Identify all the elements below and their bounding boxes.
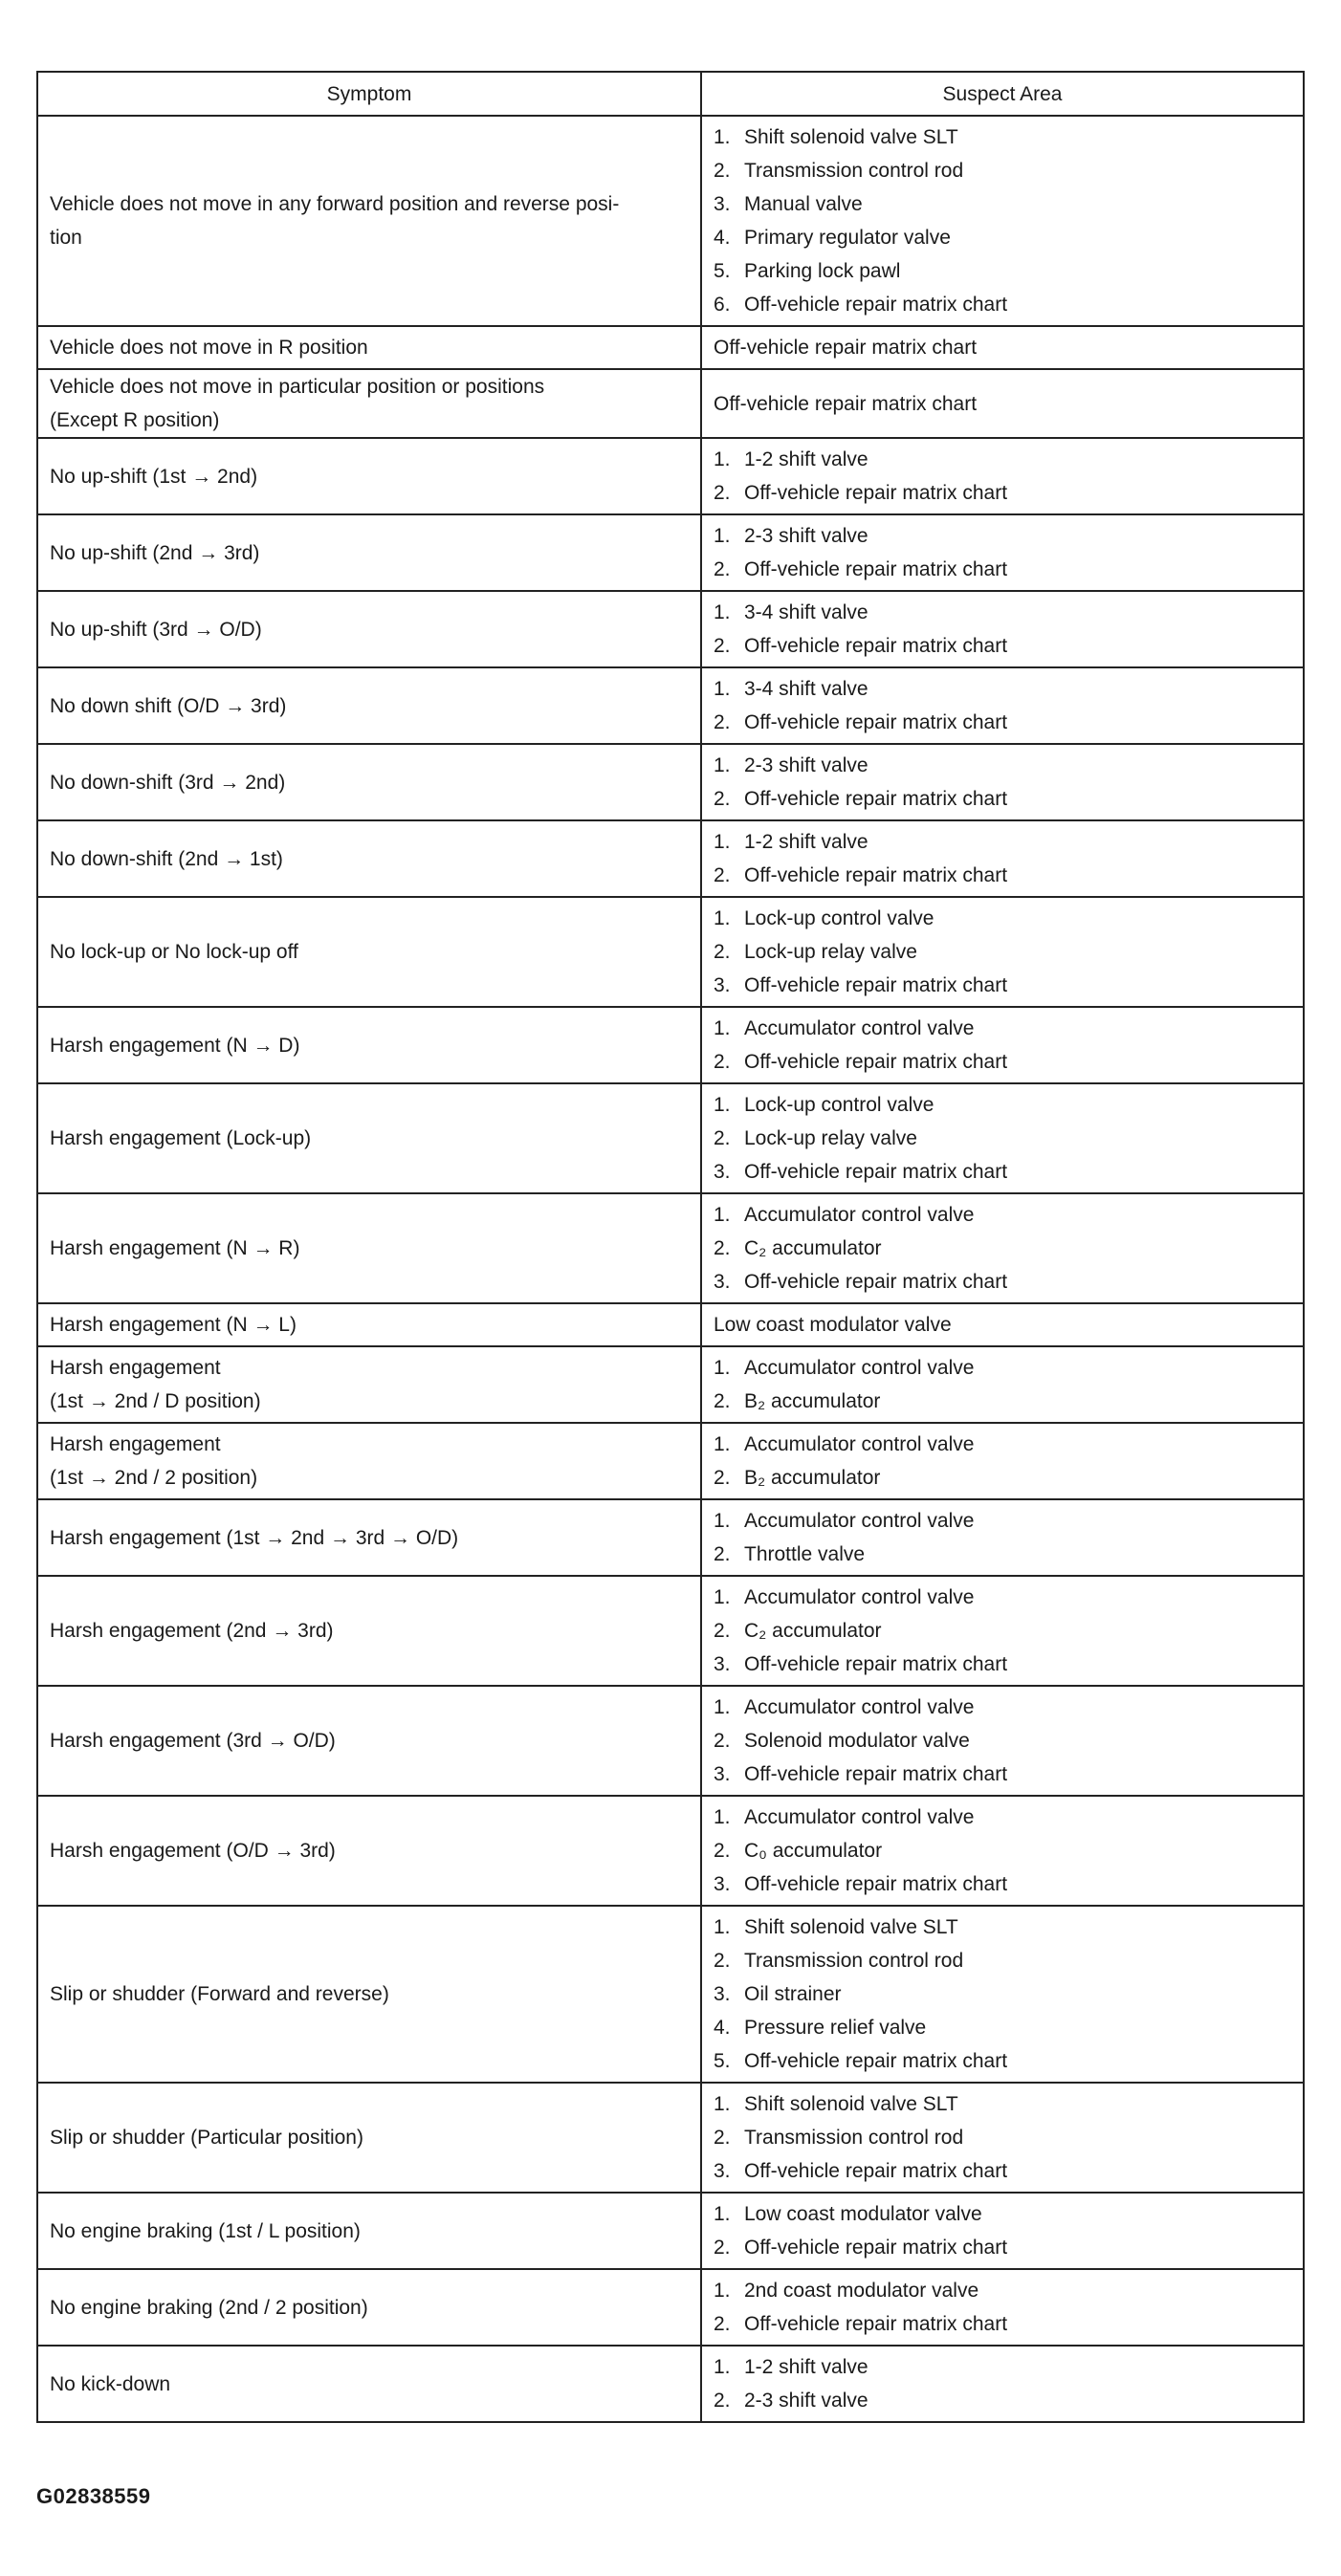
item-number: 3. xyxy=(714,1161,731,1183)
suspect-item-text: C₂ accumulator xyxy=(744,1237,882,1259)
suspect-area-cell xyxy=(701,1576,1304,1686)
symptom-text: Harsh engagement (N → L) xyxy=(50,1314,297,1336)
suspect-item xyxy=(714,749,1293,782)
suspect-area-cell xyxy=(701,1423,1304,1499)
suspect-area-cell xyxy=(701,1083,1304,1193)
item-number: 1. xyxy=(714,601,731,623)
suspect-item xyxy=(714,1910,1293,1944)
item-number: 1. xyxy=(714,1806,731,1828)
item-number: 1. xyxy=(714,1433,731,1455)
suspect-item xyxy=(714,2154,1293,2188)
suspect-item xyxy=(714,1385,1293,1418)
suspect-item xyxy=(714,2044,1293,2078)
suspect-item xyxy=(714,2011,1293,2044)
header-symptom: Symptom xyxy=(37,72,701,116)
table-row xyxy=(37,1906,1304,2083)
suspect-item xyxy=(714,1581,1293,1614)
suspect-item-text: 2nd coast modulator valve xyxy=(744,2280,979,2302)
suspect-item xyxy=(714,387,1293,421)
suspect-area-cell xyxy=(701,1499,1304,1576)
suspect-item xyxy=(714,1232,1293,1265)
symptom-text: Harsh engagement (2nd → 3rd) xyxy=(50,1620,334,1642)
item-number: 1. xyxy=(714,1204,731,1226)
symptom-text: No up-shift (3rd → O/D) xyxy=(50,618,262,641)
symptom-cell xyxy=(37,369,701,438)
symptom-text: Harsh engagement (N → R) xyxy=(50,1237,300,1259)
suspect-item-text: Off-vehicle repair matrix chart xyxy=(714,392,978,415)
table-body xyxy=(37,116,1304,2422)
suspect-item-text: Lock-up control valve xyxy=(744,1094,934,1116)
suspect-area-cell xyxy=(701,744,1304,820)
suspect-item xyxy=(714,596,1293,629)
symptom-text: Slip or shudder (Forward and reverse) xyxy=(50,1983,389,2005)
suspect-item-text: Off-vehicle repair matrix chart xyxy=(744,2237,1008,2259)
symptom-text: Vehicle does not move in any forward position and reverse posi- xyxy=(50,193,620,215)
suspect-item xyxy=(714,1351,1293,1385)
suspect-item xyxy=(714,935,1293,969)
symptom-cell xyxy=(37,514,701,591)
suspect-item xyxy=(714,1614,1293,1648)
suspect-area-cell xyxy=(701,1193,1304,1303)
suspect-item-text: Accumulator control valve xyxy=(744,1806,975,1828)
suspect-item xyxy=(714,154,1293,187)
suspect-item xyxy=(714,1691,1293,1724)
suspect-item-text: Shift solenoid valve SLT xyxy=(744,1916,958,1938)
suspect-item-text: Off-vehicle repair matrix chart xyxy=(744,1161,1008,1183)
item-number: 1. xyxy=(714,1017,731,1039)
item-number: 6. xyxy=(714,294,731,316)
suspect-item-text: B₂ accumulator xyxy=(744,1467,881,1489)
suspect-item-text: Primary regulator valve xyxy=(744,227,951,249)
suspect-item xyxy=(714,2231,1293,2264)
suspect-item-text: Off-vehicle repair matrix chart xyxy=(744,864,1008,886)
suspect-item xyxy=(714,1757,1293,1791)
symptom-text: Harsh engagement xyxy=(50,1433,221,1455)
item-number: 3. xyxy=(714,1763,731,1785)
suspect-area-cell xyxy=(701,2083,1304,2193)
table-row xyxy=(37,1083,1304,1193)
suspect-item-text: Accumulator control valve xyxy=(744,1357,975,1379)
suspect-item xyxy=(714,859,1293,892)
suspect-item-text: 3-4 shift valve xyxy=(744,678,868,700)
item-number: 2. xyxy=(714,1237,731,1259)
item-number: 2. xyxy=(714,1543,731,1565)
symptom-text: Harsh engagement (1st → 2nd → 3rd → O/D) xyxy=(50,1526,459,1549)
symptom-text: (1st → 2nd / 2 position) xyxy=(50,1467,258,1489)
symptom-text: Harsh engagement (O/D → 3rd) xyxy=(50,1840,336,1862)
suspect-item xyxy=(714,1867,1293,1901)
suspect-area-cell xyxy=(701,1796,1304,1906)
table-row xyxy=(37,1499,1304,1576)
suspect-item xyxy=(714,553,1293,586)
suspect-area-cell xyxy=(701,1346,1304,1423)
table-row xyxy=(37,2193,1304,2269)
figure-id: G02838559 xyxy=(36,2484,151,2508)
item-number: 2. xyxy=(714,711,731,733)
suspect-item-text: 2-3 shift valve xyxy=(744,2390,868,2412)
item-number: 3. xyxy=(714,1873,731,1895)
symptom-cell xyxy=(37,897,701,1007)
symptom-cell xyxy=(37,116,701,326)
suspect-item-text: Lock-up relay valve xyxy=(744,941,917,963)
item-number: 2. xyxy=(714,558,731,580)
table-row xyxy=(37,591,1304,667)
item-number: 1. xyxy=(714,907,731,929)
item-number: 1. xyxy=(714,126,731,148)
suspect-area-cell xyxy=(701,1303,1304,1346)
suspect-item-text: Accumulator control valve xyxy=(744,1017,975,1039)
suspect-item xyxy=(714,706,1293,739)
item-number: 2. xyxy=(714,1620,731,1642)
suspect-item-text: B₂ accumulator xyxy=(744,1390,881,1412)
suspect-item xyxy=(714,1977,1293,2011)
symptom-cell xyxy=(37,1796,701,1906)
symptom-text: Harsh engagement (3rd → O/D) xyxy=(50,1730,336,1752)
suspect-item xyxy=(714,1834,1293,1867)
suspect-item xyxy=(714,288,1293,321)
item-number: 2. xyxy=(714,635,731,657)
symptom-text: Vehicle does not move in particular position or positions xyxy=(50,376,545,398)
item-number: 1. xyxy=(714,2280,731,2302)
suspect-item xyxy=(714,969,1293,1002)
suspect-item xyxy=(714,902,1293,935)
symptom-cell xyxy=(37,1193,701,1303)
suspect-item-text: Off-vehicle repair matrix chart xyxy=(744,558,1008,580)
symptom-cell xyxy=(37,1303,701,1346)
suspect-item xyxy=(714,1944,1293,1977)
symptom-cell xyxy=(37,1499,701,1576)
suspect-item xyxy=(714,1155,1293,1189)
suspect-item-text: 2-3 shift valve xyxy=(744,754,868,776)
item-number: 1. xyxy=(714,1916,731,1938)
suspect-item-text: Shift solenoid valve SLT xyxy=(744,126,958,148)
suspect-item-text: Shift solenoid valve SLT xyxy=(744,2093,958,2115)
table-row xyxy=(37,1193,1304,1303)
suspect-item-text: Off-vehicle repair matrix chart xyxy=(744,294,1008,316)
suspect-area-cell xyxy=(701,514,1304,591)
table-row xyxy=(37,820,1304,897)
table-row xyxy=(37,897,1304,1007)
suspect-item-text: Off-vehicle repair matrix chart xyxy=(744,2313,1008,2335)
item-number: 3. xyxy=(714,1653,731,1675)
suspect-item xyxy=(714,2384,1293,2417)
suspect-item-text: Lock-up control valve xyxy=(744,907,934,929)
item-number: 2. xyxy=(714,2127,731,2149)
item-number: 1. xyxy=(714,1357,731,1379)
suspect-item xyxy=(714,825,1293,859)
item-number: 5. xyxy=(714,2050,731,2072)
suspect-item-text: Off-vehicle repair matrix chart xyxy=(744,1653,1008,1675)
suspect-item xyxy=(714,1265,1293,1299)
item-number: 3. xyxy=(714,2160,731,2182)
suspect-item-text: Transmission control rod xyxy=(744,1950,964,1972)
suspect-item xyxy=(714,2087,1293,2121)
suspect-item-text: C₂ accumulator xyxy=(744,1620,882,1642)
item-number: 1. xyxy=(714,2203,731,2225)
suspect-item-text: Parking lock pawl xyxy=(744,260,901,282)
item-number: 1. xyxy=(714,1510,731,1532)
item-number: 1. xyxy=(714,1696,731,1718)
suspect-item xyxy=(714,1198,1293,1232)
suspect-item-text: 1-2 shift valve xyxy=(744,2356,868,2378)
symptom-table xyxy=(36,71,1305,2423)
table-row xyxy=(37,1007,1304,1083)
suspect-item-text: Pressure relief valve xyxy=(744,2017,927,2039)
suspect-item xyxy=(714,1088,1293,1122)
suspect-item xyxy=(714,443,1293,476)
symptom-cell xyxy=(37,1576,701,1686)
symptom-cell xyxy=(37,2269,701,2346)
suspect-item xyxy=(714,221,1293,254)
symptom-cell xyxy=(37,2193,701,2269)
suspect-item-text: Manual valve xyxy=(744,193,863,215)
suspect-item-text: Off-vehicle repair matrix chart xyxy=(744,1051,1008,1073)
item-number: 2. xyxy=(714,2390,731,2412)
table-row xyxy=(37,1796,1304,1906)
symptom-cell xyxy=(37,591,701,667)
suspect-area-cell xyxy=(701,897,1304,1007)
suspect-area-cell xyxy=(701,116,1304,326)
suspect-item-text: Off-vehicle repair matrix chart xyxy=(744,2160,1008,2182)
suspect-item-text: Off-vehicle repair matrix chart xyxy=(744,788,1008,810)
item-number: 1. xyxy=(714,2356,731,2378)
symptom-cell xyxy=(37,326,701,369)
item-number: 2. xyxy=(714,941,731,963)
table-row xyxy=(37,2346,1304,2422)
item-number: 3. xyxy=(714,974,731,996)
table-row xyxy=(37,2269,1304,2346)
item-number: 2. xyxy=(714,1127,731,1149)
suspect-item-text: Accumulator control valve xyxy=(744,1510,975,1532)
item-number: 2. xyxy=(714,1467,731,1489)
suspect-item-text: Accumulator control valve xyxy=(744,1586,975,1608)
suspect-item xyxy=(714,254,1293,288)
suspect-item-text: Off-vehicle repair matrix chart xyxy=(744,711,1008,733)
symptom-cell xyxy=(37,1083,701,1193)
suspect-item xyxy=(714,1504,1293,1538)
suspect-item xyxy=(714,2121,1293,2154)
item-number: 2. xyxy=(714,864,731,886)
table-row xyxy=(37,369,1304,438)
suspect-item xyxy=(714,782,1293,816)
suspect-item-text: 3-4 shift valve xyxy=(744,601,868,623)
suspect-area-cell xyxy=(701,2193,1304,2269)
suspect-area-cell xyxy=(701,2346,1304,2422)
table-row xyxy=(37,1303,1304,1346)
item-number: 2. xyxy=(714,2313,731,2335)
suspect-item xyxy=(714,629,1293,663)
suspect-item-text: Off-vehicle repair matrix chart xyxy=(744,974,1008,996)
symptom-text: No down-shift (3rd → 2nd) xyxy=(50,771,286,794)
suspect-item xyxy=(714,1012,1293,1045)
diagnosis-document xyxy=(36,71,1303,2423)
table-header-row xyxy=(37,72,1304,116)
suspect-item xyxy=(714,2274,1293,2307)
suspect-item-text: Off-vehicle repair matrix chart xyxy=(744,482,1008,504)
symptom-cell xyxy=(37,2083,701,2193)
item-number: 5. xyxy=(714,260,731,282)
item-number: 2. xyxy=(714,1051,731,1073)
suspect-item-text: Low coast modulator valve xyxy=(744,2203,982,2225)
suspect-item-text: Accumulator control valve xyxy=(744,1696,975,1718)
item-number: 3. xyxy=(714,1271,731,1293)
suspect-item-text: 1-2 shift valve xyxy=(744,448,868,470)
symptom-text: No kick-down xyxy=(50,2372,171,2395)
suspect-area-cell xyxy=(701,667,1304,744)
symptom-cell xyxy=(37,2346,701,2422)
suspect-item-text: Off-vehicle repair matrix chart xyxy=(714,337,978,359)
symptom-cell xyxy=(37,667,701,744)
suspect-item xyxy=(714,1538,1293,1571)
symptom-text: No down shift (O/D → 3rd) xyxy=(50,694,287,717)
item-number: 4. xyxy=(714,227,731,249)
symptom-text: Harsh engagement (Lock-up) xyxy=(50,1127,312,1149)
item-number: 1. xyxy=(714,1094,731,1116)
suspect-item xyxy=(714,672,1293,706)
suspect-item-text: C₀ accumulator xyxy=(744,1840,883,1862)
symptom-cell xyxy=(37,1346,701,1423)
item-number: 2. xyxy=(714,482,731,504)
symptom-text: No up-shift (2nd → 3rd) xyxy=(50,541,260,564)
item-number: 1. xyxy=(714,754,731,776)
suspect-item xyxy=(714,1045,1293,1079)
table-row xyxy=(37,1423,1304,1499)
table-row xyxy=(37,438,1304,514)
suspect-item-text: Off-vehicle repair matrix chart xyxy=(744,2050,1008,2072)
symptom-cell xyxy=(37,438,701,514)
symptom-cell xyxy=(37,1906,701,2083)
suspect-area-cell xyxy=(701,2269,1304,2346)
suspect-item-text: Low coast modulator valve xyxy=(714,1314,952,1336)
suspect-area-cell xyxy=(701,1686,1304,1796)
item-number: 3. xyxy=(714,1983,731,2005)
symptom-cell xyxy=(37,744,701,820)
symptom-text: No down-shift (2nd → 1st) xyxy=(50,847,283,870)
suspect-area-cell xyxy=(701,1906,1304,2083)
suspect-item-text: 2-3 shift valve xyxy=(744,525,868,547)
item-number: 1. xyxy=(714,1586,731,1608)
symptom-text: No engine braking (2nd / 2 position) xyxy=(50,2296,368,2319)
suspect-item-text: Transmission control rod xyxy=(744,2127,964,2149)
item-number: 2. xyxy=(714,1950,731,1972)
suspect-item xyxy=(714,187,1293,221)
symptom-text: No engine braking (1st / L position) xyxy=(50,2219,361,2242)
symptom-cell xyxy=(37,1686,701,1796)
symptom-text: Slip or shudder (Particular position) xyxy=(50,2127,363,2149)
symptom-text: tion xyxy=(50,227,82,249)
symptom-text: Harsh engagement xyxy=(50,1357,221,1379)
symptom-cell xyxy=(37,820,701,897)
item-number: 1. xyxy=(714,678,731,700)
suspect-area-cell xyxy=(701,326,1304,369)
suspect-item-text: Solenoid modulator valve xyxy=(744,1730,970,1752)
suspect-item-text: Off-vehicle repair matrix chart xyxy=(744,635,1008,657)
suspect-item xyxy=(714,2307,1293,2341)
suspect-item-text: Accumulator control valve xyxy=(744,1204,975,1226)
item-number: 1. xyxy=(714,448,731,470)
suspect-item-text: Off-vehicle repair matrix chart xyxy=(744,1271,1008,1293)
item-number: 2. xyxy=(714,160,731,182)
symptom-cell xyxy=(37,1423,701,1499)
header-suspect-area: Suspect Area xyxy=(701,72,1304,116)
suspect-item xyxy=(714,1801,1293,1834)
symptom-text: Harsh engagement (N → D) xyxy=(50,1034,300,1057)
table-row xyxy=(37,667,1304,744)
suspect-item xyxy=(714,1461,1293,1495)
table-row xyxy=(37,1686,1304,1796)
item-number: 2. xyxy=(714,788,731,810)
item-number: 1. xyxy=(714,831,731,853)
suspect-item xyxy=(714,476,1293,510)
symptom-text: Vehicle does not move in R position xyxy=(50,337,368,359)
suspect-item xyxy=(714,1428,1293,1461)
suspect-item xyxy=(714,331,1293,364)
suspect-area-cell xyxy=(701,820,1304,897)
suspect-item-text: Off-vehicle repair matrix chart xyxy=(744,1763,1008,1785)
suspect-item-text: Accumulator control valve xyxy=(744,1433,975,1455)
suspect-item-text: Oil strainer xyxy=(744,1983,842,2005)
item-number: 3. xyxy=(714,193,731,215)
suspect-item-text: Off-vehicle repair matrix chart xyxy=(744,1873,1008,1895)
item-number: 2. xyxy=(714,1390,731,1412)
suspect-item xyxy=(714,1648,1293,1681)
suspect-item xyxy=(714,2350,1293,2384)
suspect-item-text: Lock-up relay valve xyxy=(744,1127,917,1149)
item-number: 4. xyxy=(714,2017,731,2039)
suspect-area-cell xyxy=(701,369,1304,438)
table-row xyxy=(37,1346,1304,1423)
symptom-cell xyxy=(37,1007,701,1083)
suspect-item-text: Transmission control rod xyxy=(744,160,964,182)
symptom-text: No up-shift (1st → 2nd) xyxy=(50,465,258,488)
suspect-item xyxy=(714,1122,1293,1155)
table-row xyxy=(37,1576,1304,1686)
suspect-item xyxy=(714,1308,1293,1342)
table-row xyxy=(37,116,1304,326)
suspect-item xyxy=(714,2197,1293,2231)
symptom-text: (1st → 2nd / D position) xyxy=(50,1390,261,1412)
suspect-area-cell xyxy=(701,591,1304,667)
table-row xyxy=(37,2083,1304,2193)
item-number: 1. xyxy=(714,525,731,547)
table-row xyxy=(37,326,1304,369)
item-number: 2. xyxy=(714,2237,731,2259)
suspect-item xyxy=(714,120,1293,154)
symptom-text: (Except R position) xyxy=(50,409,220,431)
item-number: 1. xyxy=(714,2093,731,2115)
symptom-text: No lock-up or No lock-up off xyxy=(50,941,298,963)
item-number: 2. xyxy=(714,1730,731,1752)
table-row xyxy=(37,514,1304,591)
suspect-item xyxy=(714,1724,1293,1757)
suspect-item xyxy=(714,519,1293,553)
table-row xyxy=(37,744,1304,820)
suspect-item-text: Throttle valve xyxy=(744,1543,866,1565)
item-number: 2. xyxy=(714,1840,731,1862)
suspect-area-cell xyxy=(701,1007,1304,1083)
suspect-item-text: 1-2 shift valve xyxy=(744,831,868,853)
suspect-area-cell xyxy=(701,438,1304,514)
